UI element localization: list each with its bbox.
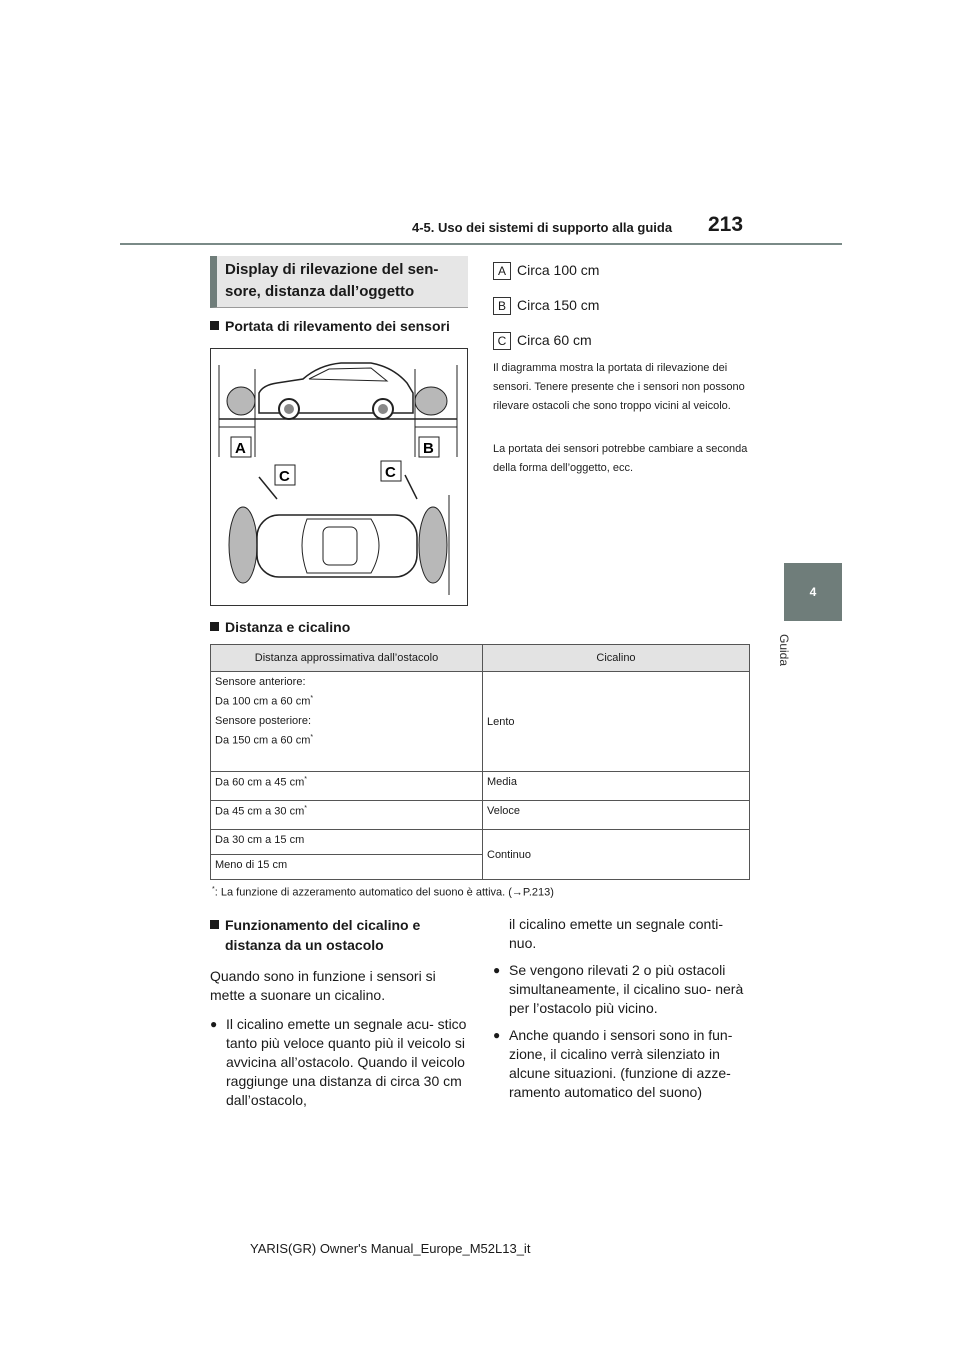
legend-item-c: C Circa 60 cm bbox=[493, 332, 592, 350]
legend-item-a: A Circa 100 cm bbox=[493, 262, 599, 280]
distance-cell: Da 30 cm a 15 cm bbox=[211, 830, 483, 855]
beep-cell: Veloce bbox=[483, 801, 750, 830]
section-heading: Display di rilevazione del sen- sore, distanza dall’oggetto bbox=[210, 256, 468, 308]
section-title: 4-5. Uso dei sistemi di supporto alla guida bbox=[412, 220, 673, 235]
legend-item-b: B Circa 150 cm bbox=[493, 297, 599, 315]
label-c-right: C bbox=[385, 464, 396, 481]
beep-cell: Media bbox=[483, 772, 750, 801]
beep-cell: Continuo bbox=[483, 830, 750, 880]
distance-cell: Da 45 cm a 30 cm* bbox=[211, 801, 483, 830]
footer-text: YARIS(GR) Owner's Manual_Europe_M52L13_it bbox=[250, 1241, 531, 1256]
buzzer-subheading: Funzionamento del cicalino e distanza da un ostacolo bbox=[210, 915, 472, 955]
square-bullet-icon bbox=[210, 321, 219, 330]
table-row bbox=[211, 772, 750, 801]
bullet-continuation: il cicalino emette un segnale conti- nuo. bbox=[509, 916, 724, 951]
table-row bbox=[211, 672, 750, 772]
label-a: A bbox=[235, 440, 246, 457]
chapter-tab bbox=[784, 563, 842, 621]
label-b: B bbox=[423, 440, 434, 457]
page-number: 213 bbox=[708, 213, 744, 236]
header-beep: Cicalino bbox=[483, 645, 750, 672]
table-row bbox=[211, 801, 750, 830]
distance-cell: Meno di 15 cm bbox=[211, 855, 483, 880]
distance-subheading: Distanza e cicalino bbox=[210, 619, 350, 635]
header-rule bbox=[120, 243, 842, 245]
square-bullet-icon bbox=[210, 622, 219, 631]
note-range: Il diagramma mostra la portata di rilevazione dei sensori. Tenere presente che i sensori non possono rilevare ostacoli che sono troppo vicini al veicolo. bbox=[493, 362, 745, 412]
beep-cell: Lento bbox=[483, 672, 750, 772]
buzzer-section-left bbox=[210, 915, 472, 1112]
table-header-row bbox=[211, 645, 750, 672]
bullet-item: ● Anche quando i sensori sono in fun- zione, il cicalino verrà silenziato in alcune situazioni. (funzione di azze- ramento automatico del suono) bbox=[493, 1026, 753, 1102]
note-shape: La portata dei sensori potrebbe cambiare a seconda della forma dell’oggetto, ecc. bbox=[493, 443, 748, 474]
header-distance: Distanza approssimativa dall’ostacolo bbox=[211, 645, 483, 672]
table-row bbox=[211, 830, 750, 855]
range-subheading: Portata di rilevamento dei sensori bbox=[210, 318, 450, 334]
chapter-label: Guida bbox=[777, 634, 791, 667]
distance-table bbox=[210, 644, 750, 880]
buzzer-section-right bbox=[493, 915, 753, 1102]
sensor-range-diagram bbox=[210, 348, 468, 606]
square-bullet-icon bbox=[210, 920, 219, 929]
car-diagram-svg bbox=[211, 349, 467, 605]
label-c-left: C bbox=[279, 468, 290, 485]
distance-cell: Da 60 cm a 45 cm* bbox=[211, 772, 483, 801]
distance-cell: Sensore anteriore: Da 100 cm a 60 cm* Sensore posteriore: Da 150 cm a 60 cm* bbox=[211, 672, 483, 772]
table-footnote: *: La funzione di azzeramento automatico del suono è attiva. (→P.213) bbox=[212, 886, 554, 899]
bullet-item: ● Se vengono rilevati 2 o più ostacoli simultaneamente, il cicalino suo- nerà per l’ostacolo più vicino. bbox=[493, 961, 753, 1018]
chapter-number: 4 bbox=[809, 585, 817, 599]
bullet-item: ● Il cicalino emette un segnale acu- stico tanto più veloce quanto più il veicolo si avvicina all’ostacolo. Quando il veicolo raggiunge una distanza di circa 30 cm dall’ostacolo, bbox=[210, 1015, 472, 1112]
buzzer-intro: Quando sono in funzione i sensori si mette a suonare un cicalino. bbox=[210, 968, 436, 1003]
